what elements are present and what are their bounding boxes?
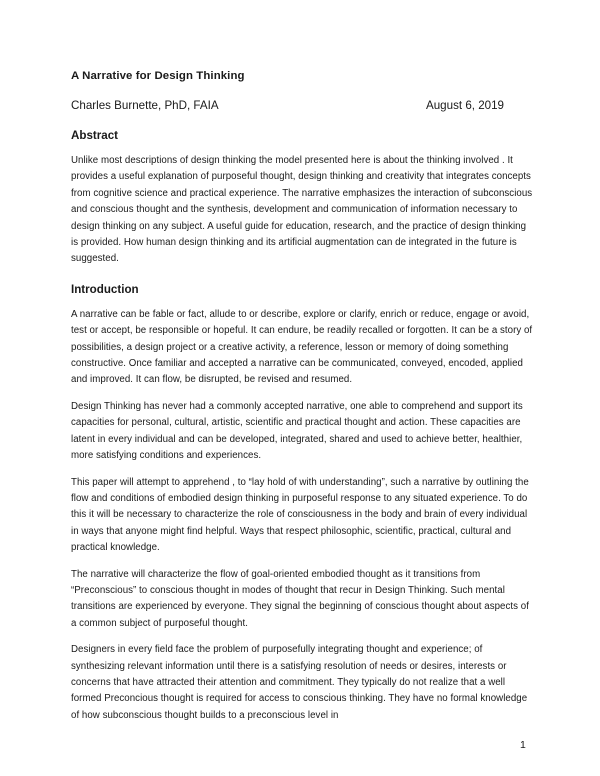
- introduction-paragraph-5: Designers in every field face the problem of purposefully integrating thought and experience; of synthesizing relevant information until there is a satisfying resolution of needs or desires, interests or concerns that have attracted their attention and commitment. They typically do not realize that a well formed Preconcious thought is required for access to conscious thinking. They have no formal knowledge of how subconscious thought builds to a preconscious level in: [71, 644, 528, 721]
- introduction-heading: Introduction: [71, 282, 139, 296]
- page-number: 1: [520, 739, 526, 751]
- introduction-paragraph-1: A narrative can be fable or fact, allude to or describe, explore or clarify, enrich or reduce, engage or avoid, test or accept, be responsible or hopeful. It can endure, be readily recalled or forgotten. It can be a story of possibilities, a design project or a creative activity, a reference, lesson or memory of doing something constructive. Once familiar and accepted a narrative can be communicated, conveyed, encoded, applied and improved. It can flow, be disrupted, be revised and resumed.: [71, 308, 533, 386]
- author: Charles Burnette, PhD, FAIA: [71, 99, 219, 112]
- byline: [71, 98, 504, 114]
- document-title: A Narrative for Design Thinking: [71, 70, 245, 82]
- introduction-paragraph-3: This paper will attempt to apprehend , to “lay hold of with understanding”, such a narrative by outlining the flow and conditions of embodied design thinking in purposeful response to any situated experience. To do this it will be necessary to characterize the role of consciousness in the body and brain of every individual in ways that anyone might find helpful. Ways that respect philosophic, scientific, practical, cultural and practical knowledge.: [71, 476, 529, 554]
- page-content: [71, 68, 533, 724]
- introduction-paragraph-4: The narrative will characterize the flow of goal-oriented embodied thought as it transitions from “Preconscious” to conscious thought in modes of thought that recur in Design Thinking. Such mental transitions are experienced by everyone. They signal the beginning of conscious thought about aspects of a common subject of purposeful thought.: [71, 568, 529, 629]
- date: August 6, 2019: [426, 99, 504, 112]
- abstract-heading: Abstract: [71, 129, 119, 142]
- introduction-paragraph-2: Design Thinking has never had a commonly accepted narrative, one able to comprehend and support its capacities for personal, cultural, artistic, scientific and practical thought and action. These capacities are latent in every individual and can be developed, integrated, shared and used to achieve better, healthier, more satisfying conditions and experiences.: [71, 400, 523, 462]
- abstract-paragraph: Unlike most descriptions of design thinking the model presented here is about the thinking involved . It provides a useful explanation of purposeful thought, design thinking and creativity that integrates concepts from cognitive science and practical experience. The narrative emphasizes the interaction of subconscious and conscious thought and the synthesis, development and communication of information necessary to design thinking on any subject. A useful guide for education, research, and the practice of design thinking is provided. How human design thinking and its artificial augmentation can de integrated in the future is suggested.: [71, 155, 533, 265]
